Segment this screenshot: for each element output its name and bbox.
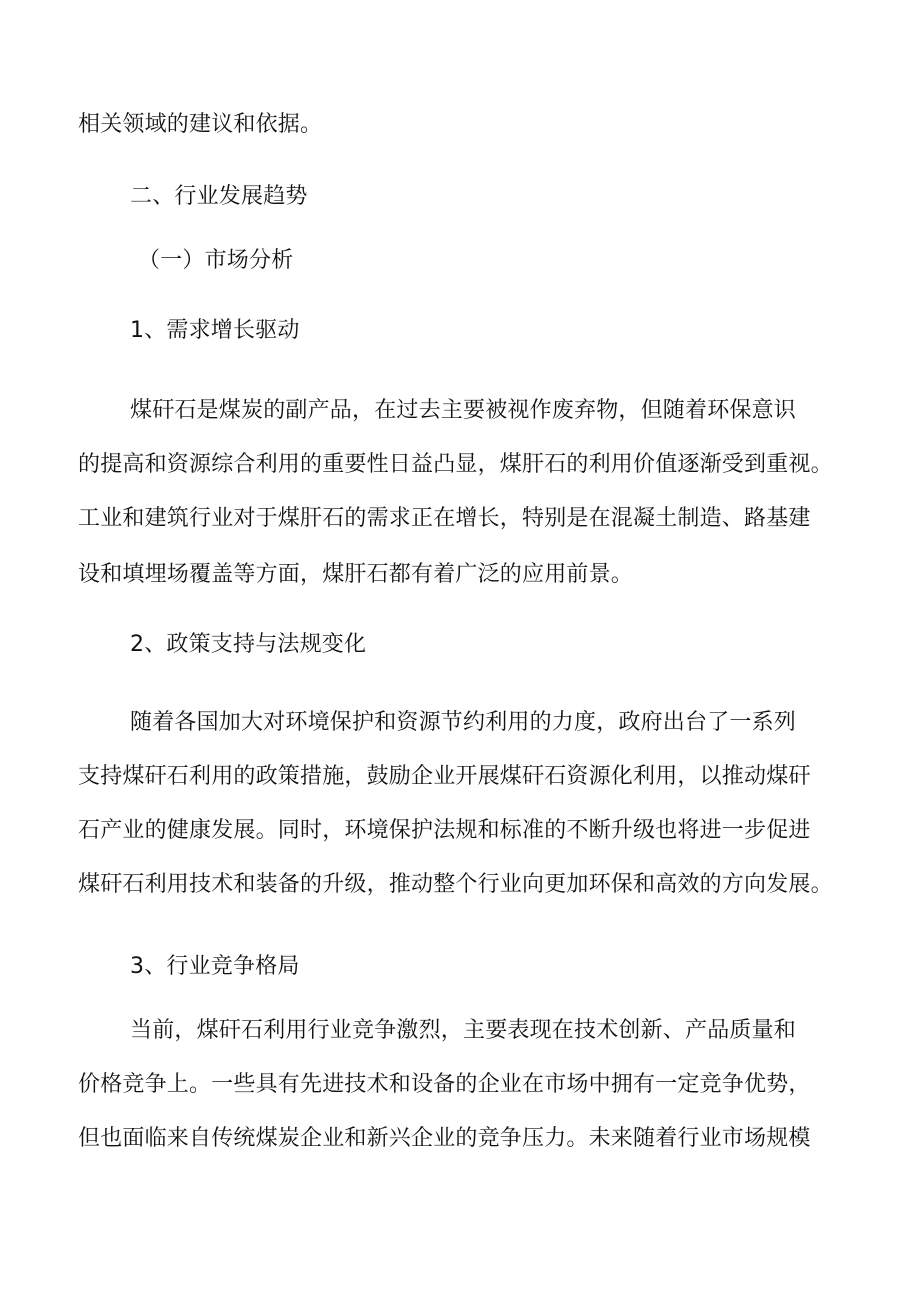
paragraph-line: 随着各国加大对环境保护和资源节约利用的力度，政府出台了一系列: [130, 710, 797, 735]
paragraph-line: 但也面临来自传统煤炭企业和新兴企业的竞争压力。未来随着行业市场规模: [78, 1126, 811, 1151]
paragraph-line: 相关领域的建议和依据。: [78, 112, 323, 137]
paragraph-line: 设和填埋场覆盖等方面，煤肝石都有着广泛的应用前景。: [78, 562, 634, 587]
item-heading-1: 1、需求增长驱动: [130, 318, 300, 343]
paragraph-line: 价格竞争上。一些具有先进技术和设备的企业在市场中拥有一定竞争优势，: [78, 1072, 811, 1097]
paragraph-line: 支持煤矸石利用的政策措施，鼓励企业开展煤矸石资源化利用，以推动煤矸: [78, 764, 811, 789]
paragraph-line: 当前，煤矸石利用行业竞争激烈，主要表现在技术创新、产品质量和: [130, 1018, 797, 1043]
paragraph-line: 煤矸石是煤炭的副产品，在过去主要被视作废弃物，但随着环保意识: [130, 398, 797, 423]
paragraph-line: 煤矸石利用技术和装备的升级，推动整个行业向更加环保和高效的方向发展。: [78, 872, 833, 897]
item-heading-3: 3、行业竞争格局: [130, 954, 300, 979]
subsection-heading: （一）市场分析: [138, 248, 294, 273]
paragraph-line: 的提高和资源综合利用的重要性日益凸显，煤肝石的利用价值逐渐受到重视。: [78, 452, 833, 477]
paragraph-line: 石产业的健康发展。同时，环境保护法规和标准的不断升级也将进一步促进: [78, 818, 811, 843]
item-heading-2: 2、政策支持与法规变化: [130, 632, 367, 657]
section-heading: 二、行业发展趋势: [130, 184, 308, 209]
paragraph-line: 工业和建筑行业对于煤肝石的需求正在增长，特别是在混凝土制造、路基建: [78, 506, 811, 531]
